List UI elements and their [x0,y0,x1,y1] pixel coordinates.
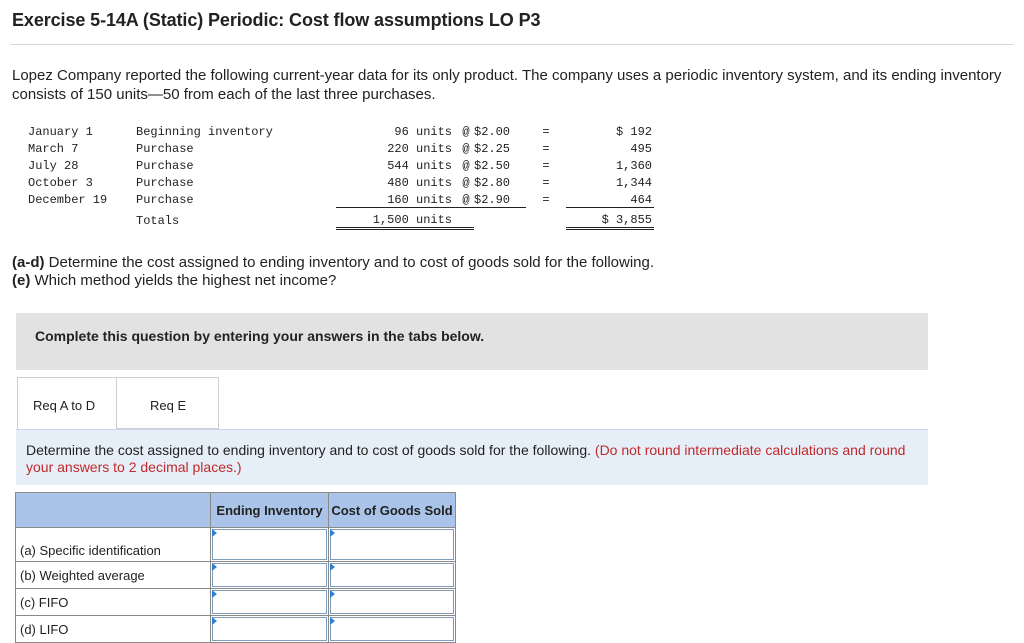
row-amount: 464 [566,190,654,207]
row-units: 220 units [387,142,452,156]
header-ending-inventory: Ending Inventory [211,493,329,528]
question-e-label: (e) [12,272,31,289]
row-unit-cost: $2.80 [474,176,511,190]
row-equals: = [542,193,550,207]
row-at-symbol: @ [462,125,470,139]
answer-row [16,528,456,562]
input-flag-icon [330,617,335,625]
tab-req-a-to-d[interactable] [17,377,117,429]
method-label: (a) Specific identification [16,528,211,562]
method-label: (c) FIFO [16,589,211,616]
question-e-text: Which method yields the highest net income? [30,272,337,289]
instruction-banner [16,313,928,370]
row-date: July 28 [28,159,79,173]
input-flag-icon [330,529,335,537]
row-date: October 3 [28,176,93,190]
row-description: Purchase [136,193,194,207]
header-cogs: Cost of Goods Sold [329,493,456,528]
answer-row [16,589,456,616]
answer-row [16,562,456,589]
input-flag-icon [330,563,335,571]
row-amount: 1,344 [615,176,652,190]
input-flag-icon [212,563,217,571]
inventory-row [22,190,654,207]
row-unit-cost: $2.90 [474,190,526,207]
totals-amount: $ 3,855 [566,207,654,228]
row-equals: = [542,159,550,173]
row-unit-cost: $2.00 [474,125,511,139]
problem-intro: Lopez Company reported the following current-year data for its only product. The company uses a periodic inventory system, and its ending inventory consists of 150 units—50 from each of the last three purchases. [12,67,1002,103]
inventory-row [22,139,654,156]
row-description: Purchase [136,159,194,173]
title-divider [10,44,1014,45]
row-at-symbol: @ [462,142,470,156]
row-at-symbol: @ [458,190,474,207]
row-equals: = [542,142,550,156]
totals-label: Totals [136,214,180,228]
ending-inventory-input[interactable] [211,528,329,562]
row-units: 480 units [387,176,452,190]
totals-units: 1,500 units [336,207,458,228]
ending-inventory-input[interactable] [211,616,329,643]
inventory-row [22,122,654,139]
tab-instructions [16,429,928,485]
answer-row [16,616,456,643]
tab-label: Req A to D [33,398,96,413]
cogs-input[interactable] [329,562,456,589]
ending-inventory-input[interactable] [211,589,329,616]
row-amount: 1,360 [615,159,652,173]
answer-table-header [16,493,456,528]
question-text [12,254,654,290]
row-description: Purchase [136,142,194,156]
question-e [12,272,654,290]
row-date: January 1 [28,125,93,139]
row-equals: = [542,176,550,190]
header-blank [16,493,211,528]
totals-row [22,207,654,228]
instructions-main: Determine the cost assigned to ending inventory and to cost of goods sold for the following. [26,442,595,458]
cogs-input[interactable] [329,589,456,616]
input-flag-icon [212,529,217,537]
inventory-row [22,173,654,190]
row-units: 544 units [387,159,452,173]
row-unit-cost: $2.50 [474,159,511,173]
question-ad-text: Determine the cost assigned to ending inventory and to cost of goods sold for the following. [44,254,655,271]
input-flag-icon [212,617,217,625]
row-date: March 7 [28,142,79,156]
input-flag-icon [330,590,335,598]
inventory-data-table [22,122,654,230]
row-amount: 495 [630,142,652,156]
method-label: (d) LIFO [16,616,211,643]
row-at-symbol: @ [462,176,470,190]
method-label: (b) Weighted average [16,562,211,589]
tab-req-e[interactable] [117,377,219,429]
question-ad-label: (a-d) [12,254,45,271]
input-flag-icon [212,590,217,598]
row-date: December 19 [28,193,108,207]
row-units: 96 units [394,125,452,139]
row-units: 160 units [336,190,458,207]
inventory-row [22,156,654,173]
page-title: Exercise 5-14A (Static) Periodic: Cost flow assumptions LO P3 [12,10,541,30]
cogs-input[interactable] [329,616,456,643]
row-at-symbol: @ [462,159,470,173]
instructions-text [26,442,906,476]
row-equals: = [542,125,550,139]
row-amount: $ 192 [615,125,652,139]
banner-text: Complete this question by entering your answers in the tabs below. [35,328,485,344]
tab-label: Req E [150,398,187,413]
row-unit-cost: $2.25 [474,142,511,156]
cogs-input[interactable] [329,528,456,562]
question-ad [12,254,654,272]
instructions-note: (Do not round intermediate calculations and round your answers to 2 decimal places.) [26,442,906,475]
row-description: Beginning inventory [136,125,273,139]
row-description: Purchase [136,176,194,190]
answer-table [15,492,456,643]
ending-inventory-input[interactable] [211,562,329,589]
